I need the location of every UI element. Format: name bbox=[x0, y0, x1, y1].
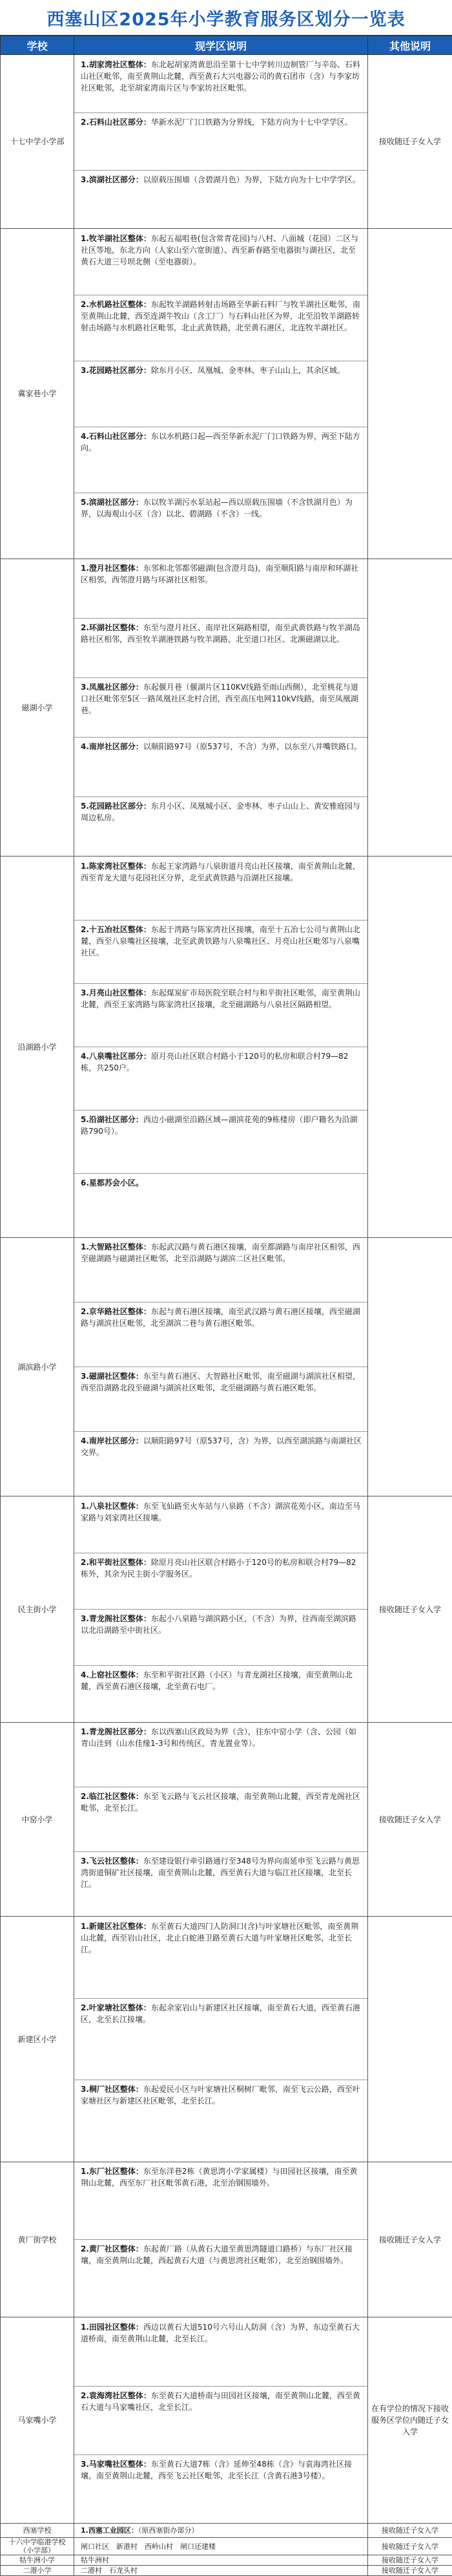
school-cell bbox=[1, 2162, 74, 2317]
school-cell bbox=[1, 2566, 74, 2576]
school-name: 二港小学 bbox=[1, 2566, 74, 2575]
entry-text: 东月小区、凤凰城小区、金枣林、枣子山山上、黄安雅庭园与周边私房。 bbox=[81, 802, 360, 822]
entry-name: 3.桐厂社区整体： bbox=[81, 2085, 143, 2094]
entry-text: 东起武汉路与黄石港区接壤，南至都湖路与南岸社区相邻，西至磁湖路与磁湖社区毗邻，北至沿湖路与湖滨二区社区毗邻。 bbox=[81, 1242, 360, 1263]
table-row bbox=[1, 2566, 452, 2576]
scope-entry bbox=[74, 1917, 367, 1999]
entry-text: 东以西塞山区政局为界（含），往东中窑小学（含、公园（如青山洼到（山水佳缘1-3号和传统区，青龙置业等）。 bbox=[81, 1727, 356, 1748]
entry-name: 5.沿湖社区部分： bbox=[81, 1115, 143, 1124]
header-school: 学校 bbox=[1, 36, 74, 55]
school-cell bbox=[1, 1723, 74, 1917]
table-row bbox=[1, 1238, 452, 1496]
entry-name: 5.花园路社区部分： bbox=[81, 802, 151, 811]
note-cell bbox=[368, 229, 452, 559]
scope-entry bbox=[74, 2455, 367, 2523]
entry-text: 西边以黄石大道510号六号山人防洞（含）为界，东边至黄石大道桥南，南至黄荆山北麓，北至长江。 bbox=[81, 2323, 360, 2343]
entry-name: 3.青龙阁社区整体： bbox=[81, 1614, 151, 1623]
entry-text: 东起牧羊湖路转射击场路至华新石料厂与牧羊湖社区毗邻，南至黄荆山北麓，西至连湖牛牧山（含工厂）与石料山社区为界，北至沿牧羊湖路转射击场路与水机路社区毗邻，北止武黄铁路，北至黄石港区，北连牧羊湖社区。 bbox=[81, 300, 360, 332]
scope-entry bbox=[74, 2555, 367, 2565]
entry-name: 2.水机路社区整体： bbox=[81, 300, 151, 309]
scope-entry bbox=[74, 984, 367, 1047]
scope-entry bbox=[74, 1553, 367, 1610]
scope-entry bbox=[74, 2162, 367, 2240]
scope-entry bbox=[74, 2080, 367, 2161]
note-cell: 接收随迁子女入学 bbox=[368, 55, 452, 229]
entry-name: 1.西塞工业园区： bbox=[81, 2526, 138, 2535]
scope-cell bbox=[74, 2317, 368, 2524]
entry-name: 2.环湖社区整体： bbox=[81, 623, 143, 632]
school-name: 十六中学临港学校 bbox=[1, 2538, 74, 2546]
entry-text: 东起黄厂路（从黄石大道至黄思湾隧道口路桥）与东厂社区接壤，南至黄荆山北麓，西起黄石大道（与黄思湾社区毗邻），北至治钢围墙外。 bbox=[81, 2244, 353, 2265]
note-cell: 接收随迁子女入学 bbox=[368, 1496, 452, 1723]
school-name: 牯牛洲小学 bbox=[1, 2556, 74, 2564]
entry-text: 东至飞云路与飞云社区接壤，南至黄荆山北麓，西至青龙阁社区毗邻，北至长江。 bbox=[81, 1792, 360, 1813]
school-cell bbox=[1, 2317, 74, 2524]
table-row bbox=[1, 229, 452, 559]
entry-text: 东起五福咀巷(包含常青花园)与八村、八面城（花园）二区与社区等地，东北方向（人家山至六宽街道）、西至新春路至电器街与湖社区，北至黄石大道三号坝北侧（至电器街）。 bbox=[81, 234, 358, 266]
scope-entry bbox=[74, 171, 367, 228]
table-row bbox=[1, 55, 452, 229]
title-bar bbox=[0, 0, 452, 36]
entry-text: 二港村 石龙头村 bbox=[81, 2566, 138, 2575]
scope-entry bbox=[74, 738, 367, 797]
scope-entry bbox=[74, 1047, 367, 1111]
scope-entry bbox=[74, 1238, 367, 1303]
scope-entry bbox=[74, 493, 367, 559]
entry-text: 除原月亮山社区联合村路小于120号的私房和联合村79—82栋外，其余为民主街小学服务区。 bbox=[81, 1558, 356, 1579]
entry-name: 6.星都苏会小区。 bbox=[81, 1178, 143, 1187]
scope-entry bbox=[74, 1497, 367, 1553]
scope-entry bbox=[74, 1303, 367, 1367]
school-name: 十七中学小学部 bbox=[2, 136, 72, 147]
entry-name: 2.叶家塘社区整体： bbox=[81, 2003, 151, 2012]
entry-name: 3.凤凰社区部分： bbox=[81, 683, 143, 692]
entry-name: 2.十五冶社区整体： bbox=[81, 925, 151, 934]
entry-text: 原月亮山社区联合村路小于120号的私房和联合村79—82栋，共250户。 bbox=[81, 1052, 348, 1072]
entry-name: 3.花园路社区部分： bbox=[81, 366, 151, 375]
scope-entry bbox=[74, 2240, 367, 2317]
table-row bbox=[1, 2555, 452, 2566]
table-body bbox=[1, 55, 452, 2576]
entry-name: 2.和平街社区整体： bbox=[81, 1558, 151, 1567]
note-cell: 接收随迁子女入学 bbox=[368, 1723, 452, 1917]
school-cell bbox=[1, 857, 74, 1238]
scope-cell bbox=[74, 1917, 368, 2162]
entry-text: 东至建设银行牵引路通行至348号为界向南延申至飞云路与黄思湾街道铜矿社区接壤，南至黄荆山北麓，西至黄石大道与临江社区接壤，北至长江。 bbox=[81, 1857, 360, 1889]
entry-name: 3.马家嘴社区整体： bbox=[81, 2460, 151, 2469]
scope-entry bbox=[74, 1111, 367, 1174]
scope-entry bbox=[74, 797, 367, 856]
scope-entry bbox=[74, 427, 367, 493]
scope-entry bbox=[74, 1432, 367, 1496]
school-name: 湖滨路小学 bbox=[2, 1361, 72, 1373]
entry-name: 1.陈家湾社区整体： bbox=[81, 862, 151, 871]
scope-cell bbox=[74, 2555, 368, 2566]
entry-name: 1.新建区社区整体： bbox=[81, 1922, 151, 1931]
entry-text: 东起小八泉路与湖滨路小区，（不含）为界，往西南至湖滨路以北沿湖路至中街社区。 bbox=[81, 1614, 356, 1635]
note-cell bbox=[368, 1917, 452, 2162]
entry-text: 东至黄石大道桥南与田园社区接壤，南至黄荆山北麓，西至黄石大道与马家嘴社区，北至长江。 bbox=[81, 2391, 360, 2412]
note-cell: 接收随迁子女入学 bbox=[368, 2538, 452, 2555]
school-name: 马家嘴小学 bbox=[2, 2414, 72, 2426]
note-cell bbox=[368, 559, 452, 857]
school-cell bbox=[1, 559, 74, 857]
scope-cell bbox=[74, 2162, 368, 2317]
school-cell bbox=[1, 2524, 74, 2538]
entry-name: 1.胡家湾社区整体： bbox=[81, 60, 151, 69]
scope-entry bbox=[74, 619, 367, 678]
note-cell: 接收随迁子女入学 bbox=[368, 2524, 452, 2538]
school-cell bbox=[1, 1238, 74, 1496]
note-cell: 在有学位的情况下接收服务区学位内随迁子女入学 bbox=[368, 2317, 452, 2524]
school-name: 新建区小学 bbox=[2, 2034, 72, 2045]
school-name: 黄厂街学校 bbox=[2, 2234, 72, 2246]
school-name: 沿湖路小学 bbox=[2, 1041, 72, 1053]
scope-cell bbox=[74, 55, 368, 229]
entry-name: 4.南岸社区部分： bbox=[81, 1436, 143, 1445]
entry-name: 1.牧羊湖社区整体： bbox=[81, 234, 151, 243]
entry-text: 东起于湾路与陈家湾社区接壤，南至十五冶七公司与黄荆山北麓，西至八泉嘴社区接壤，北至武黄铁路与八泉嘴社区、月亮山社区毗邻与八泉嘴社区。 bbox=[81, 925, 360, 957]
entry-name: 4.八泉嘴社区部分： bbox=[81, 1052, 151, 1061]
entry-text: 除东月小区、凤凰城、金枣林、枣子山山上，其余区域。 bbox=[151, 366, 345, 375]
school-cell bbox=[1, 229, 74, 559]
entry-name: 1.澄月社区整体： bbox=[81, 564, 143, 573]
scope-entry bbox=[74, 229, 367, 295]
entry-name: 2.临江社区整体： bbox=[81, 1792, 143, 1801]
header-note: 其他说明 bbox=[368, 36, 452, 55]
entry-text: 东起余家岩山与新建区社区接壤，南至黄石大道，西至黄石港区，北至长江接壤。 bbox=[81, 2003, 360, 2024]
entry-text: 东起偃月巷（偃湖片区110KV线路至雨山西侧），北至桃花与道口社区毗邻至5区一路凤凰社区北村合团，西至高压电网110kV线路，南至凤凰湖巷。 bbox=[81, 683, 358, 715]
scope-entry bbox=[74, 1666, 367, 1721]
entry-text: 东至飞仙路至火车站与八泉路（不含）湖滨花苑小区，南边至马家路与刘家湾社区接壤。 bbox=[81, 1502, 360, 1522]
entry-text: 以原载压围墙（含碧湖月色）为界，下陆方向为十七中学学区。 bbox=[143, 175, 360, 184]
scope-entry bbox=[74, 56, 367, 113]
table-row bbox=[1, 1917, 452, 2162]
entry-text: （原西塞街办部分） bbox=[138, 2526, 199, 2535]
entry-name: 3.滨湖社区部分： bbox=[81, 175, 143, 184]
scope-cell bbox=[74, 229, 368, 559]
entry-name: 1.八泉社区整体： bbox=[81, 1502, 143, 1511]
entry-name: 2.石料山社区部分： bbox=[81, 118, 151, 127]
entry-text: 东至黄石大道7栋（含）延伸至48栋（含）与袁海湾社区接壤，南至黄荆山北麓，西至飞云社区毗邻，北至长江（含黄石港3号楼）。 bbox=[81, 2460, 352, 2480]
scope-entry bbox=[74, 295, 367, 361]
school-cell bbox=[1, 1917, 74, 2162]
scope-cell bbox=[74, 1238, 368, 1496]
school-cell bbox=[1, 55, 74, 229]
scope-entry bbox=[74, 1367, 367, 1432]
table-row bbox=[1, 2162, 452, 2317]
scope-entry bbox=[74, 857, 367, 921]
scope-entry bbox=[74, 1610, 367, 1666]
entry-text: 东至和平街社区路（小区）与青龙湖社区接壤，南至黄荆山北麓，西至黄石港区接壤，北至黄石电厂。 bbox=[81, 1670, 353, 1691]
note-cell: 接收随迁子女入学 bbox=[368, 2566, 452, 2576]
note-cell bbox=[368, 857, 452, 1238]
scope-entry bbox=[74, 1999, 367, 2080]
scope-cell bbox=[74, 1723, 368, 1917]
entry-text: 东起煤炭矿市局医院至联合村与和平街社区毗邻，南至黄荆山北麓，西至王家湾路与陈家湾社区接壤，北至磁湖路与八泉社区隔路相望。 bbox=[81, 988, 360, 1009]
scope-entry bbox=[74, 559, 367, 619]
school-cell bbox=[1, 2555, 74, 2566]
entry-name: 1.大智路社区整体： bbox=[81, 1242, 151, 1251]
scope-entry bbox=[74, 2387, 367, 2455]
school-name: 西塞学校 bbox=[1, 2526, 74, 2535]
entry-text: 东以牧羊湖污水泵站起—西以原载压围墙（不含铁湖月色）为界，以海观山小区（含）以北、碧湖路（不含）一线。 bbox=[81, 498, 353, 518]
scope-entry bbox=[74, 361, 367, 427]
entry-name: 1.田园社区整体： bbox=[81, 2323, 143, 2332]
entry-name: 5.滨湖社区部分： bbox=[81, 498, 143, 507]
school-name: 中窑小学 bbox=[2, 1814, 72, 1826]
scope-cell bbox=[74, 2566, 368, 2576]
entry-text: 东起与黄石港区接壤，南至武汉路与黄石港区接壤，西至磁湖路与湖滨社区毗邻，北至湖滨二巷与黄石港区毗邻。 bbox=[81, 1307, 360, 1328]
entry-text: 以顺阳路97号（原537号，不含）为界，以东至八井嘴铁路口。 bbox=[143, 742, 362, 751]
table-row bbox=[1, 1723, 452, 1917]
entry-text: 东起王家湾路与八泉街道月亮山社区接壤，南至黄荆山北麓，西至青龙大道与花园社区分界，北至武黄铁路与沿湖社区接壤。 bbox=[81, 862, 360, 882]
header-scope: 现学区说明 bbox=[74, 36, 368, 55]
district-table bbox=[0, 36, 452, 2576]
table-row bbox=[1, 857, 452, 1238]
entry-name: 2.袁海湾社区整体： bbox=[81, 2391, 151, 2400]
scope-cell bbox=[74, 2538, 368, 2555]
scope-entry bbox=[74, 113, 367, 171]
scope-entry bbox=[74, 1852, 367, 1916]
note-cell bbox=[368, 1238, 452, 1496]
scope-entry bbox=[74, 1174, 367, 1237]
scope-entry bbox=[74, 921, 367, 984]
table-header-row bbox=[1, 36, 452, 55]
entry-text: 东至东洋巷2栋（黄思湾小学家属楼）与田园社区接壤，南至黄荆山北麓，西至东厂社区毗邻黄石港，北至治钢围墙外。 bbox=[81, 2167, 358, 2187]
entry-name: 4.上窑社区整体： bbox=[81, 1670, 143, 1679]
scope-entry bbox=[74, 2526, 367, 2535]
table-row bbox=[1, 1496, 452, 1723]
entry-text: 东至与黄石港区、大智路社区毗邻，南至磁湖与湖滨社区相望，西至沿湖路北段至磁湖与湖滨社区毗邻，北至磁湖路与黄石港区毗邻。 bbox=[81, 1372, 360, 1392]
entry-name: 4.南岸社区部分： bbox=[81, 742, 143, 751]
scope-cell bbox=[74, 2524, 368, 2538]
table-row bbox=[1, 2538, 452, 2555]
school-name: 冀家巷小学 bbox=[2, 388, 72, 399]
entry-text: 东邻和北邻都邻磁湖(包含澄月岛)，南至顺阳路与南岸和环湖社区相邻，西邻澄月路与环湖社区相邻。 bbox=[81, 564, 358, 584]
note-cell: 接收随迁子女入学 bbox=[368, 2162, 452, 2317]
entry-name: 2.京华路社区整体： bbox=[81, 1307, 151, 1316]
entry-name: 4.石料山社区部分： bbox=[81, 432, 151, 441]
entry-text: 东至与澄月社区、南岸社区隔路相望，南至武黄铁路与牧羊湖岛路社区相邻，西至牧羊湖港铁路与牧羊湖路，北至道口社区、北濒磁湖以北。 bbox=[81, 623, 360, 644]
entry-text: 东起爱民小区与叶家塘社区桐树厂毗邻，南至飞云公路，西至叶家塘社区与新建区社区毗邻，北至长江。 bbox=[81, 2085, 360, 2105]
entry-text: 闸口社区 新港村 西岭山村 闸口还建楼 bbox=[81, 2542, 216, 2551]
school-cell bbox=[1, 2538, 74, 2555]
scope-entry bbox=[74, 2542, 367, 2551]
entry-name: 2.黄厂社区整体： bbox=[81, 2244, 143, 2253]
scope-entry bbox=[74, 2566, 367, 2575]
scope-cell bbox=[74, 559, 368, 857]
entry-name: 1.青龙阁社区部分： bbox=[81, 1727, 151, 1736]
scope-entry bbox=[74, 678, 367, 738]
table-row bbox=[1, 559, 452, 857]
scope-entry bbox=[74, 2318, 367, 2387]
table-row bbox=[1, 2317, 452, 2524]
entry-name: 3.磁湖社区整体： bbox=[81, 1372, 143, 1381]
page-title: 西塞山区2025年小学教育服务区划分一览表 bbox=[46, 5, 405, 30]
scope-cell bbox=[74, 1496, 368, 1723]
scope-entry bbox=[74, 1787, 367, 1852]
scope-entry bbox=[74, 1723, 367, 1787]
school-name: 民主街小学 bbox=[2, 1604, 72, 1615]
entry-text: 东至黄石大道四门人防洞口(含)与叶家塘社区毗邻，南至黄荆山北麓，西至岩山社区，北止白蛇港卫路至黄石大道与叶家塘社区毗邻，北至长江。 bbox=[81, 1922, 358, 1954]
entry-text: 东北起胡家湾黄思沿至第十七中学转川边制管厂与辛岛、石料山社区毗邻，南至黄荆山北麓，西至黄石大兴电器公司的黄石团市（含）与李家坊社区毗邻，北至胡家湾南片区与李家坊社区毗邻。 bbox=[81, 60, 360, 92]
entry-name: 1.东厂社区整体： bbox=[81, 2167, 143, 2176]
school-cell bbox=[1, 1496, 74, 1723]
entry-text: 东以水机路口起—西至华新水泥厂门口铁路为界，两至下陆方向。 bbox=[81, 432, 360, 452]
table-row bbox=[1, 2524, 452, 2538]
school-name: （小学部） bbox=[1, 2546, 74, 2555]
entry-text: 华新水泥厂门口铁路为分界线，下陆方向为十七中学学区。 bbox=[151, 118, 353, 127]
school-name: 磁湖小学 bbox=[2, 702, 72, 714]
note-cell: 接收随迁子女入学 bbox=[368, 2555, 452, 2566]
entry-name: 3.月亮山社区整体： bbox=[81, 988, 151, 997]
entry-text: 牯牛洲村 bbox=[81, 2556, 109, 2564]
entry-name: 3.飞云社区整体： bbox=[81, 1857, 143, 1866]
entry-text: 以顺阳路97号（原537号，含）为界，以西至湖滨路与南湖社区交界。 bbox=[81, 1436, 362, 1457]
entry-text: 西边小磁湖至沿路区域—湖滨花苑的9栋楼房（即户籍名为沿湖路790号）。 bbox=[81, 1115, 358, 1136]
scope-cell bbox=[74, 857, 368, 1238]
